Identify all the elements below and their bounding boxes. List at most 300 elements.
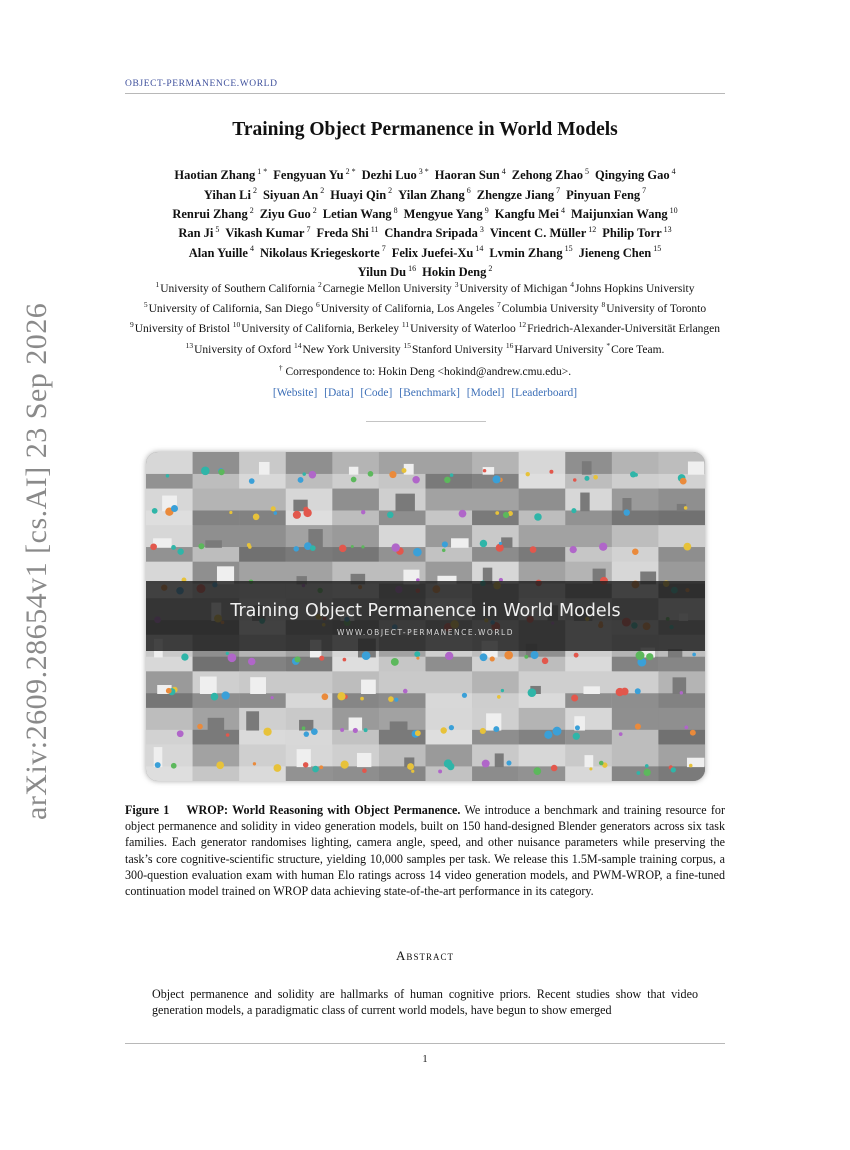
scene-ball bbox=[599, 761, 604, 766]
affiliation-name: Friedrich-Alexander-Universität Erlangen bbox=[527, 323, 721, 336]
scene-ball bbox=[413, 548, 422, 557]
scene-occluder bbox=[250, 677, 266, 694]
author-name: Yilun Du bbox=[357, 264, 407, 279]
affiliation bbox=[155, 280, 316, 295]
scene-ball bbox=[444, 759, 452, 767]
scene-floor bbox=[519, 474, 566, 489]
author-affiliation-mark: 4 bbox=[560, 205, 565, 215]
scene-ball bbox=[302, 726, 306, 730]
scene-ball bbox=[171, 545, 176, 550]
scene-occluder bbox=[299, 720, 313, 731]
author bbox=[204, 188, 257, 202]
scene-floor bbox=[519, 766, 566, 781]
scene-ball bbox=[584, 476, 589, 481]
author bbox=[225, 226, 310, 240]
scene-ball bbox=[542, 658, 549, 665]
scene-occluder bbox=[357, 753, 371, 767]
scene-occluder bbox=[200, 677, 217, 694]
scene-ball bbox=[271, 506, 276, 511]
scene-floor bbox=[332, 766, 379, 781]
link-code[interactable]: [Code] bbox=[360, 387, 393, 399]
affiliation-mark: 13 bbox=[185, 340, 194, 350]
affiliation-name: University of California, San Diego bbox=[148, 303, 314, 316]
author bbox=[174, 168, 267, 182]
author bbox=[273, 168, 355, 182]
scene-ball bbox=[644, 769, 651, 776]
scene-floor bbox=[332, 657, 379, 672]
scene-ball bbox=[533, 767, 541, 775]
scene-ball bbox=[544, 731, 552, 739]
scene-floor bbox=[519, 657, 566, 672]
author-name: Jieneng Chen bbox=[578, 245, 652, 260]
author-line bbox=[125, 164, 725, 183]
scene-floor bbox=[519, 693, 566, 708]
scene-ball bbox=[403, 689, 408, 694]
author-name: Freda Shi bbox=[316, 226, 369, 241]
running-header[interactable]: OBJECT-PERMANENCE.WORLD bbox=[125, 79, 278, 89]
scene-ball bbox=[483, 469, 486, 472]
page-number: 1 bbox=[422, 1054, 428, 1065]
author-name: Yihan Li bbox=[203, 187, 251, 202]
scene-floor bbox=[286, 730, 333, 745]
author-name: Vincent C. Müller bbox=[489, 226, 587, 241]
affiliation bbox=[143, 300, 314, 316]
header-rule bbox=[125, 93, 725, 94]
affiliation-name: University of Toronto bbox=[606, 303, 707, 316]
affiliation-name: University of California, Berkeley bbox=[241, 323, 400, 336]
scene-floor bbox=[472, 766, 519, 781]
scene-ball bbox=[589, 767, 592, 770]
author-name: Dezhi Luo bbox=[361, 168, 417, 183]
author-name: Huayi Qin bbox=[330, 187, 387, 202]
scene-ball bbox=[524, 655, 528, 659]
scene-ball bbox=[495, 511, 499, 515]
scene-ball bbox=[312, 766, 319, 773]
scene-floor bbox=[193, 510, 240, 525]
author bbox=[362, 168, 429, 182]
footer-rule bbox=[125, 1043, 725, 1044]
scene-mosaic bbox=[146, 452, 705, 781]
scene-ball bbox=[415, 730, 421, 736]
scene-ball bbox=[624, 509, 630, 515]
author bbox=[260, 207, 317, 221]
scene-ball bbox=[270, 696, 273, 699]
scene-floor bbox=[472, 547, 519, 562]
author-affiliation-mark: 4 bbox=[671, 167, 676, 176]
link-model[interactable]: [Model] bbox=[466, 387, 505, 399]
author-name: Vikash Kumar bbox=[225, 226, 305, 241]
scene-occluder bbox=[349, 467, 358, 475]
scene-ball bbox=[573, 733, 580, 740]
author-affiliation-mark: 15 bbox=[564, 244, 573, 254]
author-affiliation-mark: 2 bbox=[252, 186, 257, 196]
author-name: Letian Wang bbox=[322, 206, 392, 221]
scene-floor bbox=[239, 730, 286, 745]
affiliation-name: University of Oxford bbox=[194, 343, 292, 356]
arxiv-stamp: arXiv:2609.28654v1 [cs.AI] 23 Sep 2026 bbox=[20, 302, 53, 820]
teaser-figure bbox=[146, 452, 705, 781]
author-name: Mengyue Yang bbox=[403, 206, 483, 221]
author bbox=[323, 207, 398, 221]
scene-ball bbox=[387, 512, 394, 519]
scene-ball bbox=[531, 651, 539, 659]
scene-ball bbox=[599, 543, 607, 551]
scene-floor bbox=[658, 693, 705, 708]
scene-ball bbox=[311, 728, 318, 735]
scene-floor bbox=[193, 474, 240, 489]
scene-ball bbox=[534, 513, 542, 521]
scene-ball bbox=[351, 477, 357, 483]
scene-ball bbox=[480, 728, 486, 734]
scene-ball bbox=[249, 478, 255, 484]
affiliation bbox=[518, 320, 721, 336]
author bbox=[330, 188, 392, 202]
author-affiliation-mark: 15 bbox=[653, 244, 662, 254]
affiliation-name: Columbia University bbox=[501, 303, 599, 316]
figure-caption bbox=[125, 802, 725, 899]
scene-ball bbox=[218, 469, 224, 475]
scene-ball bbox=[571, 695, 578, 702]
affiliation-name: Stanford University bbox=[412, 343, 504, 356]
scene-ball bbox=[226, 652, 229, 655]
scene-ball bbox=[526, 472, 530, 476]
scene-ball bbox=[402, 468, 407, 473]
scene-ball bbox=[530, 546, 537, 553]
scene-floor bbox=[239, 547, 286, 562]
scene-ball bbox=[493, 475, 501, 483]
scene-ball bbox=[166, 688, 172, 694]
scene-ball bbox=[263, 728, 271, 736]
scene-floor bbox=[426, 547, 473, 562]
scene-occluder bbox=[390, 721, 408, 730]
scene-ball bbox=[671, 767, 676, 772]
scene-floor bbox=[519, 547, 566, 562]
scene-ball bbox=[416, 657, 419, 660]
scene-ball bbox=[480, 653, 488, 661]
link-leaderboard[interactable]: [Leaderboard] bbox=[511, 387, 578, 399]
scene-ball bbox=[692, 653, 696, 657]
scene-ball bbox=[632, 548, 638, 554]
scene-ball bbox=[155, 762, 161, 768]
scene-ball bbox=[637, 771, 641, 775]
scene-ball bbox=[497, 695, 501, 699]
affiliation-mark: 16 bbox=[505, 340, 514, 350]
scene-ball bbox=[337, 692, 345, 700]
author-affiliation-mark: 7 bbox=[642, 186, 647, 196]
scene-floor bbox=[239, 474, 286, 489]
abstract-text: Object permanence and solidity are hallmarks of human cognitive priors. Recent studies show that video generation models, a paradigmatic class of current world models, have begun to show emerged bbox=[152, 987, 698, 1018]
scene-ball bbox=[274, 511, 278, 515]
affiliation-name: University of Michigan bbox=[459, 282, 568, 295]
caption-label: Figure 1 bbox=[125, 803, 170, 817]
scene-floor bbox=[286, 766, 333, 781]
scene-floor bbox=[146, 474, 193, 489]
author bbox=[489, 246, 572, 260]
author bbox=[477, 188, 560, 202]
scene-ball bbox=[645, 764, 649, 768]
affiliation bbox=[185, 340, 292, 356]
scene-ball bbox=[389, 471, 396, 478]
scene-ball bbox=[248, 658, 256, 666]
affiliation bbox=[454, 280, 568, 295]
affiliation-mark: 2 bbox=[318, 280, 322, 289]
author-affiliation-mark: 6 bbox=[466, 186, 471, 196]
link-benchmark[interactable]: [Benchmark] bbox=[399, 387, 460, 399]
affiliation bbox=[315, 300, 495, 316]
scene-ball bbox=[309, 471, 317, 479]
scene-ball bbox=[253, 762, 256, 765]
resource-links bbox=[125, 387, 725, 399]
author-name: Ran Ji bbox=[178, 226, 214, 241]
scene-ball bbox=[411, 770, 414, 773]
banner-title: Training Object Permanence in World Models bbox=[230, 601, 621, 621]
scene-occluder bbox=[688, 461, 704, 474]
scene-floor bbox=[565, 510, 612, 525]
scene-ball bbox=[689, 764, 693, 768]
author-affiliation-mark: 3 * bbox=[418, 167, 429, 176]
scene-occluder bbox=[584, 755, 593, 767]
scene-ball bbox=[298, 477, 304, 483]
author-affiliation-mark: 12 bbox=[588, 225, 597, 235]
scene-occluder bbox=[246, 711, 259, 730]
scene-ball bbox=[440, 727, 446, 733]
scene-floor bbox=[658, 547, 705, 562]
scene-ball bbox=[551, 765, 558, 772]
scene-floor bbox=[193, 730, 240, 745]
author-affiliation-mark: 2 bbox=[312, 205, 317, 215]
scene-ball bbox=[634, 473, 638, 477]
affiliation-name: Core Team. bbox=[611, 343, 665, 356]
scene-occluder bbox=[582, 461, 592, 474]
affiliation-mark: 15 bbox=[403, 340, 411, 350]
affiliation-name: University of California, Los Angeles bbox=[320, 303, 495, 316]
scene-floor bbox=[332, 474, 379, 489]
scene-ball bbox=[216, 761, 224, 769]
author bbox=[392, 246, 484, 260]
scene-occluder bbox=[205, 540, 222, 547]
scene-ball bbox=[319, 656, 324, 661]
author-affiliation-mark: 2 bbox=[320, 186, 325, 196]
scene-floor bbox=[658, 730, 705, 745]
scene-ball bbox=[482, 760, 490, 768]
author-line bbox=[125, 241, 725, 260]
author-name: Qingying Gao bbox=[594, 168, 670, 183]
scene-ball bbox=[570, 546, 577, 553]
caption-body: We introduce a benchmark and training resource for object permanence and solidity in video generation models, built on 150 hand-designed Blender generators across six task families. Each generator randomises lighting, camera angle, speed, and other nuisance parameters while preserving the task’s core cognitive-scientific structure, yielding 10,000 samples per task. We release this 1.5M-sample training corpus, a 300-question evaluation exam with human Elo ratings across 14 video generation models, and PWM-WROP, a fine-tuned continuation model trained on WROP data achieving state-of-the-art performance in its category. bbox=[125, 803, 726, 899]
scene-ball bbox=[353, 728, 358, 733]
scene-ball bbox=[343, 658, 347, 662]
scene-ball bbox=[635, 688, 641, 694]
affiliation-mark: 1 bbox=[155, 280, 160, 289]
affiliation-name: New York University bbox=[302, 343, 401, 356]
scene-ball bbox=[364, 728, 368, 732]
author bbox=[571, 207, 678, 221]
affiliation-mark: 6 bbox=[315, 300, 320, 310]
author-name: Hokin Deng bbox=[422, 264, 487, 279]
author bbox=[398, 188, 471, 202]
affiliation-mark: 3 bbox=[454, 280, 459, 289]
affiliation-mark: 10 bbox=[232, 320, 241, 330]
author bbox=[260, 246, 386, 260]
scene-ball bbox=[407, 763, 414, 770]
scene-ball bbox=[480, 540, 487, 547]
affiliation bbox=[232, 320, 400, 336]
link-website[interactable]: [Website] bbox=[272, 387, 318, 399]
scene-ball bbox=[340, 728, 344, 732]
author-affiliation-mark: 3 bbox=[479, 225, 484, 235]
author-affiliation-mark: 2 * bbox=[345, 167, 356, 176]
section-separator bbox=[366, 421, 486, 422]
scene-ball bbox=[593, 475, 598, 480]
scene-ball bbox=[171, 505, 178, 512]
scene-ball bbox=[444, 477, 451, 484]
author-name: Pinyuan Feng bbox=[566, 187, 641, 202]
scene-ball bbox=[573, 478, 576, 481]
author-name: Yilan Zhang bbox=[398, 187, 465, 202]
scene-ball bbox=[150, 543, 157, 550]
scene-occluder bbox=[583, 686, 599, 694]
author-affiliation-mark: 1 * bbox=[257, 167, 268, 176]
author bbox=[316, 226, 378, 240]
affiliation bbox=[294, 340, 401, 356]
author bbox=[384, 226, 483, 240]
affiliation bbox=[505, 340, 604, 356]
scene-ball bbox=[253, 513, 260, 520]
author-list bbox=[125, 164, 725, 280]
scene-ball bbox=[616, 688, 624, 696]
author-name: Nikolaus Kriegeskorte bbox=[259, 245, 380, 260]
author-affiliation-mark: 5 bbox=[215, 225, 220, 235]
scene-ball bbox=[501, 689, 504, 692]
author-name: Haotian Zhang bbox=[174, 168, 256, 183]
scene-ball bbox=[211, 693, 219, 701]
affiliation-name: Johns Hopkins University bbox=[575, 282, 695, 295]
author bbox=[263, 188, 324, 202]
affiliation-mark: 9 bbox=[129, 320, 134, 330]
scene-floor bbox=[379, 510, 426, 525]
affiliation-mark: 8 bbox=[601, 300, 606, 310]
caption-title: WROP: World Reasoning with Object Permanence. bbox=[186, 803, 461, 817]
scene-ball bbox=[322, 693, 329, 700]
scene-floor bbox=[565, 766, 612, 781]
author-affiliation-mark: 13 bbox=[663, 225, 672, 235]
scene-floor bbox=[612, 730, 659, 745]
scene-floor bbox=[658, 510, 705, 525]
scene-ball bbox=[574, 653, 579, 658]
scene-ball bbox=[438, 769, 442, 773]
scene-ball bbox=[619, 732, 623, 736]
scene-ball bbox=[294, 656, 300, 662]
author bbox=[178, 226, 219, 240]
author-name: Ziyu Guo bbox=[259, 206, 311, 221]
scene-ball bbox=[177, 548, 183, 554]
scene-floor bbox=[519, 510, 566, 525]
author-name: Siyuan An bbox=[262, 187, 319, 202]
scene-ball bbox=[360, 697, 364, 701]
scene-floor bbox=[193, 766, 240, 781]
scene-ball bbox=[310, 545, 316, 551]
scene-floor bbox=[379, 693, 426, 708]
scene-floor bbox=[239, 510, 286, 525]
scene-floor bbox=[612, 766, 659, 781]
author-affiliation-mark: 4 bbox=[501, 167, 506, 176]
scene-ball bbox=[462, 693, 467, 698]
scene-occluder bbox=[451, 538, 469, 547]
scene-ball bbox=[304, 731, 309, 736]
scene-ball bbox=[503, 512, 509, 518]
author-line bbox=[125, 203, 725, 222]
scene-occluder bbox=[396, 494, 415, 512]
scene-ball bbox=[394, 698, 398, 702]
scene-ball bbox=[361, 545, 364, 548]
scene-occluder bbox=[361, 680, 376, 694]
scene-ball bbox=[391, 658, 399, 666]
scene-floor bbox=[239, 657, 286, 672]
author-affiliation-mark: 2 bbox=[488, 263, 493, 273]
scene-floor bbox=[472, 657, 519, 672]
scene-ball bbox=[680, 478, 687, 485]
author-affiliation-mark: 7 bbox=[381, 244, 386, 254]
scene-ball bbox=[490, 656, 495, 661]
link-data[interactable]: [Data] bbox=[324, 387, 354, 399]
scene-ball bbox=[549, 470, 553, 474]
author bbox=[579, 246, 662, 260]
scene-ball bbox=[228, 653, 237, 662]
scene-ball bbox=[690, 730, 696, 736]
author bbox=[595, 168, 676, 182]
scene-floor bbox=[193, 547, 240, 562]
affiliation bbox=[601, 300, 707, 316]
scene-ball bbox=[635, 723, 641, 729]
scene-ball bbox=[449, 725, 454, 730]
affiliation-name: Harvard University bbox=[514, 343, 604, 356]
scene-ball bbox=[684, 506, 688, 510]
author-line bbox=[125, 222, 725, 241]
scene-ball bbox=[636, 651, 645, 660]
affiliation-mark: 11 bbox=[401, 320, 410, 330]
scene-floor bbox=[565, 657, 612, 672]
scene-ball bbox=[362, 768, 367, 773]
author-affiliation-mark: 8 bbox=[393, 205, 398, 215]
scene-ball bbox=[528, 688, 537, 697]
scene-ball bbox=[412, 476, 419, 483]
scene-ball bbox=[504, 651, 513, 660]
author bbox=[189, 246, 254, 260]
scene-ball bbox=[680, 691, 683, 694]
scene-ball bbox=[646, 653, 653, 660]
scene-floor bbox=[239, 693, 286, 708]
scene-ball bbox=[197, 724, 203, 730]
author bbox=[435, 168, 506, 182]
scene-floor bbox=[565, 730, 612, 745]
scene-ball bbox=[351, 545, 354, 548]
scene-floor bbox=[332, 510, 379, 525]
author-name: Haoran Sun bbox=[434, 168, 500, 183]
author bbox=[172, 207, 253, 221]
affiliation bbox=[318, 280, 452, 295]
scene-ball bbox=[293, 511, 301, 519]
author-affiliation-mark: 16 bbox=[408, 263, 417, 273]
author-name: Lvmin Zhang bbox=[489, 245, 563, 260]
author-name: Philip Torr bbox=[602, 226, 662, 241]
scene-floor bbox=[379, 766, 426, 781]
author-affiliation-mark: 9 bbox=[484, 205, 489, 215]
paper-title: Training Object Permanence in World Models bbox=[232, 119, 618, 140]
author bbox=[490, 226, 596, 240]
affiliation-mark: 14 bbox=[294, 340, 302, 350]
scene-occluder bbox=[208, 718, 224, 731]
affiliation bbox=[403, 340, 504, 356]
